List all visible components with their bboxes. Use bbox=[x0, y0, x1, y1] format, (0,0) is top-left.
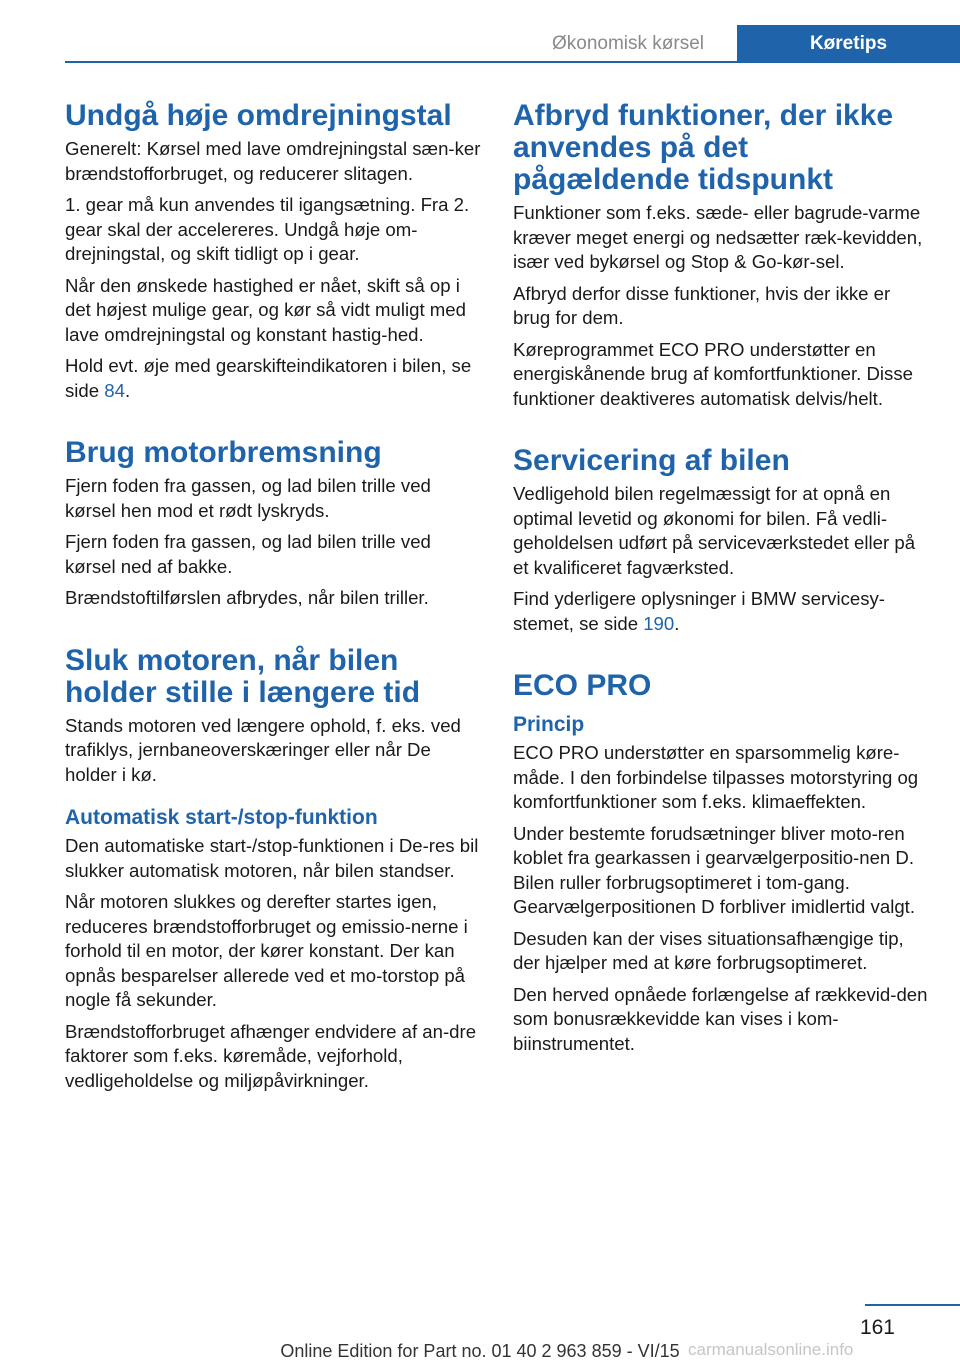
paragraph: Afbryd derfor disse funktioner, hvis der ikke er brug for dem. bbox=[513, 282, 891, 328]
subsection-title-start-stop: Automatisk start-/stop-funktion bbox=[65, 806, 378, 829]
section-title-servicering: Servicering af bilen bbox=[513, 444, 790, 477]
right-column bbox=[513, 100, 928, 1063]
left-column bbox=[65, 100, 482, 1100]
paragraph: Når motoren slukkes og derefter startes igen, reduceres brændstofforbruget og emissio‐nerne i forhold til en motor, der kører konstant. Der kan opnås besparelser allerede ved et mo‐torstop på nogle få sekunder. bbox=[65, 891, 468, 1010]
paragraph: Brændstoftilførslen afbrydes, når bilen triller. bbox=[65, 587, 429, 608]
section-title-motorbremsning: Brug motorbremsning bbox=[65, 436, 382, 469]
section-title-eco-pro: ECO PRO bbox=[513, 669, 652, 702]
paragraph-with-page-ref bbox=[513, 587, 928, 636]
section-title-sluk-motoren: Sluk motoren, når bilen holder stille i længere tid bbox=[65, 643, 421, 709]
paragraph: Fjern foden fra gassen, og lad bilen trille ved kørsel hen mod et rødt lyskryds. bbox=[65, 475, 431, 521]
section-title-hoje-omdrejningstal: Undgå høje omdrejningstal bbox=[65, 99, 452, 132]
paragraph: ECO PRO understøtter en sparsommelig køre‐måde. I den forbindelse tilpasses motorstyring og komfortfunktioner som f.eks. klimaeffekten. bbox=[513, 742, 919, 812]
paragraph: Stands motoren ved længere ophold, f. eks. ved trafiklys, jernbaneoverskæringer eller når De holder i kø. bbox=[65, 714, 461, 785]
paragraph: Desuden kan der vises situationsafhængige tip, der hjælper med at køre forbrugsoptimeret. bbox=[513, 927, 904, 973]
subsection-title-princip: Princip bbox=[513, 713, 585, 736]
paragraph: Brændstofforbruget afhænger endvidere af an‐dre faktorer som f.eks. køremåde, vejforhold, vedligeholdelse og miljøpåvirkninger. bbox=[65, 1020, 477, 1091]
paragraph-text: Find yderligere oplysninger i BMW servicesy‐stemet, se side bbox=[513, 588, 885, 634]
footer-rule bbox=[865, 1304, 960, 1306]
paragraph-text: Hold evt. øje med gearskifteindikatoren i bilen, se side bbox=[65, 355, 472, 401]
section-title-afbryd-funktioner: Afbryd funktioner, der ikke anvendes på det pågældende tidspunkt bbox=[513, 99, 894, 196]
paragraph: Fjern foden fra gassen, og lad bilen trille ved kørsel ned af bakke. bbox=[65, 531, 431, 577]
paragraph: Køreprogrammet ECO PRO understøtter en energiskånende brug af komfortfunktioner. Disse funktioner deaktiveres automatisk delvis/helt. bbox=[513, 338, 913, 409]
paragraph: Under bestemte forudsætninger bliver moto‐ren koblet fra gearkassen i gearvælgerpositio‐nen D. Bilen ruller forbrugsoptimeret i tom‐gang. Gearvælgerpositionen D forbliver imidlertid valgt. bbox=[513, 822, 915, 917]
page-number: 161 bbox=[859, 1316, 895, 1339]
edition-footer: Online Edition for Part no. 01 40 2 963 859 - VI/15 bbox=[280, 1341, 680, 1361]
paragraph: 1. gear må kun anvendes til igangsætning. Fra 2. gear skal der accelereres. Undgå høje om‐drejningstal, og skift tidligt op i gear. bbox=[65, 194, 470, 264]
tab-koretips[interactable]: Køretips bbox=[737, 25, 960, 63]
page-ref-link[interactable]: 84 bbox=[104, 379, 125, 401]
page-ref-link[interactable]: 190 bbox=[643, 612, 675, 634]
tab-okonomisk-korsel[interactable]: Økonomisk kørsel bbox=[551, 33, 705, 54]
paragraph-with-page-ref bbox=[65, 354, 482, 403]
paragraph: Vedligehold bilen regelmæssigt for at opnå en optimal levetid og økonomi for bilen. Få vedli‐geholdelsen udført på serviceværkstedet eller på et kvalificeret fagværksted. bbox=[513, 483, 916, 578]
paragraph: Generelt: Kørsel med lave omdrejningstal sæn‐ker brændstofforbruget, og reducerer slitagen. bbox=[65, 138, 481, 184]
watermark: carmanualsonline.info bbox=[688, 1340, 854, 1359]
paragraph: Den automatiske start-/stop-funktionen i De‐res bil slukker automatisk motoren, når bilen standser. bbox=[65, 835, 479, 881]
paragraph: Når den ønskede hastighed er nået, skift så op i det højest mulige gear, og kør så vidt muligt med lave omdrejningstal og konstant hastig‐hed. bbox=[65, 274, 466, 345]
period: . bbox=[674, 612, 680, 634]
paragraph: Den herved opnåede forlængelse af rækkevid‐den som bonusrækkevidde kan vises i kom‐biinstrumentet. bbox=[513, 983, 928, 1054]
paragraph: Funktioner som f.eks. sæde- eller bagrude‐varme kræver meget energi og nedsætter ræk‐kevidden, især ved bykørsel og Stop & Go-kør‐sel. bbox=[513, 202, 923, 272]
period: . bbox=[124, 379, 131, 401]
